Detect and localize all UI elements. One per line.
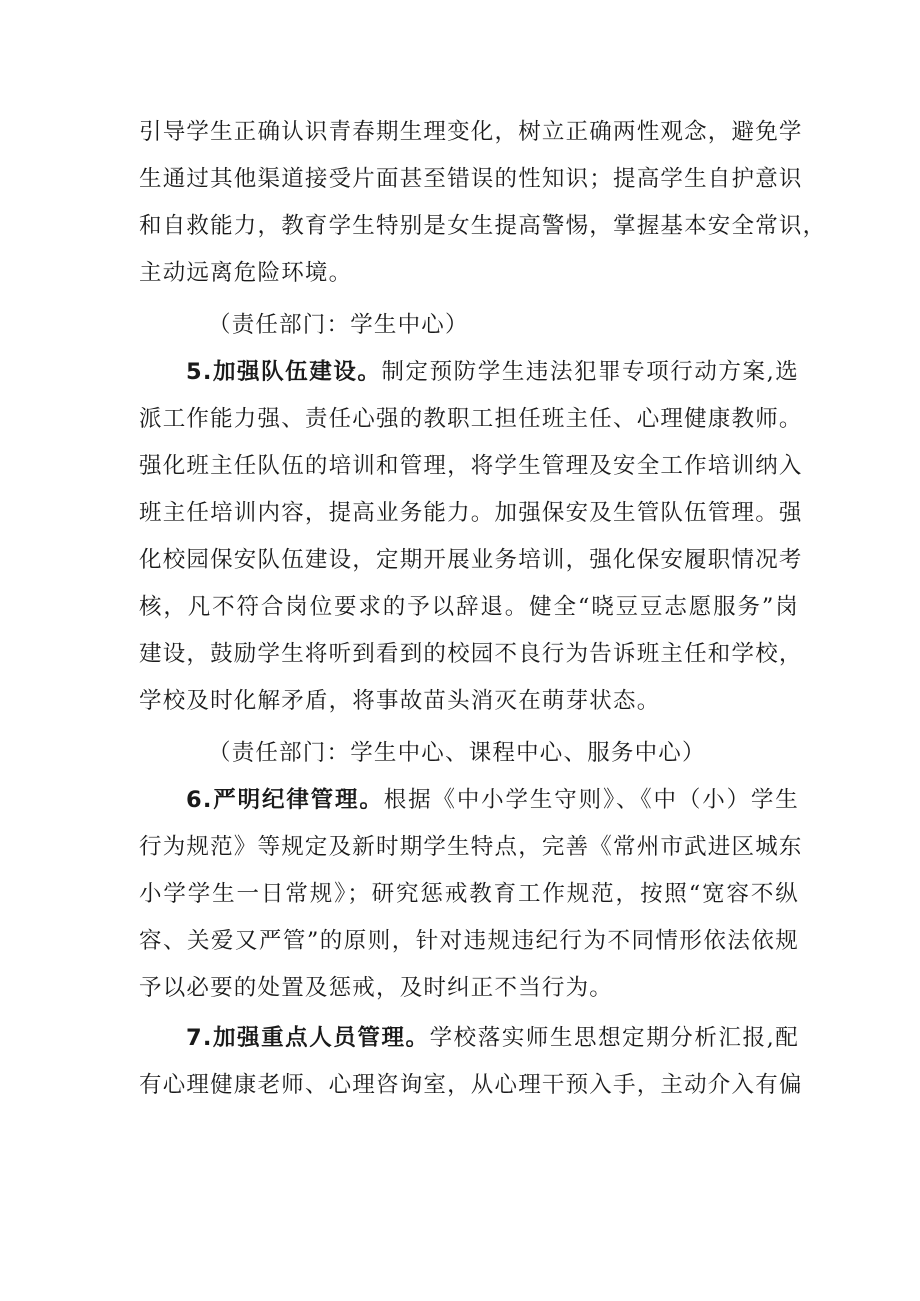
item-5-first-line xyxy=(186,357,799,387)
paragraph-line: 予以必要的处置及惩戒，及时纠正不当行为。 xyxy=(139,975,614,1001)
paragraph-line: 有心理健康老师、心理咨询室，从心理干预入手，主动介入有偏 xyxy=(139,1072,803,1098)
responsible-dept-2: （责任部门：学生中心、课程中心、服务中心） xyxy=(208,740,706,766)
item-5-number: 5 xyxy=(186,359,203,385)
paragraph-line: 容、关爱又严管”的原则，针对违规违纪行为不同情形依法依规 xyxy=(139,928,799,954)
item-5-heading: .加强队伍建设。 xyxy=(202,359,382,385)
paragraph-line: 强化班主任队伍的培训和管理，将学生管理及安全工作培训纳入 xyxy=(139,453,803,479)
paragraph-line: 小学学生一日常规》；研究惩戒教育工作规范，按照“宽容不纵 xyxy=(139,881,799,907)
item-6-text: 根据《中小学生守则》、《中（小）学生 xyxy=(383,787,799,813)
responsible-dept-1: （责任部门：学生中心） xyxy=(208,312,469,338)
item-5-text: 制定预防学生违法犯罪专项行动方案,选 xyxy=(381,359,799,385)
paragraph-line: 和自救能力，教育学生特别是女生提高警惕，掌握基本安全常识， xyxy=(139,213,827,239)
paragraph-line: 化校园保安队伍建设，定期开展业务培训，强化保安履职情况考 xyxy=(139,547,803,573)
paragraph-line: 引导学生正确认识青春期生理变化，树立正确两性观念，避免学 xyxy=(139,119,803,145)
paragraph-line: 主动远离危险环境。 xyxy=(139,260,353,286)
paragraph-line: 建设，鼓励学生将听到看到的校园不良行为告诉班主任和学校， xyxy=(139,641,803,667)
item-6-first-line xyxy=(186,785,799,815)
paragraph-line: 行为规范》等规定及新时期学生特点，完善《常州市武进区城东 xyxy=(139,834,803,860)
item-7-number: 7 xyxy=(186,1025,203,1051)
paragraph-line: 派工作能力强、责任心强的教职工担任班主任、心理健康教师。 xyxy=(139,406,803,432)
paragraph-line: 学校及时化解矛盾，将事故苗头消灭在萌芽状态。 xyxy=(139,688,661,714)
paragraph-line: 班主任培训内容，提高业务能力。加强保安及生管队伍管理。强 xyxy=(139,500,803,526)
paragraph-line: 生通过其他渠道接受片面甚至错误的性知识；提高学生自护意识 xyxy=(139,166,803,192)
item-7-heading: .加强重点人员管理。 xyxy=(202,1025,430,1051)
item-6-heading: .严明纪律管理。 xyxy=(202,787,384,813)
item-7-text: 学校落实师生思想定期分析汇报,配 xyxy=(429,1025,799,1051)
item-7-first-line xyxy=(186,1023,799,1053)
item-6-number: 6 xyxy=(186,787,203,813)
paragraph-line: 核，凡不符合岗位要求的予以辞退。健全“晓豆豆志愿服务”岗 xyxy=(139,594,799,620)
